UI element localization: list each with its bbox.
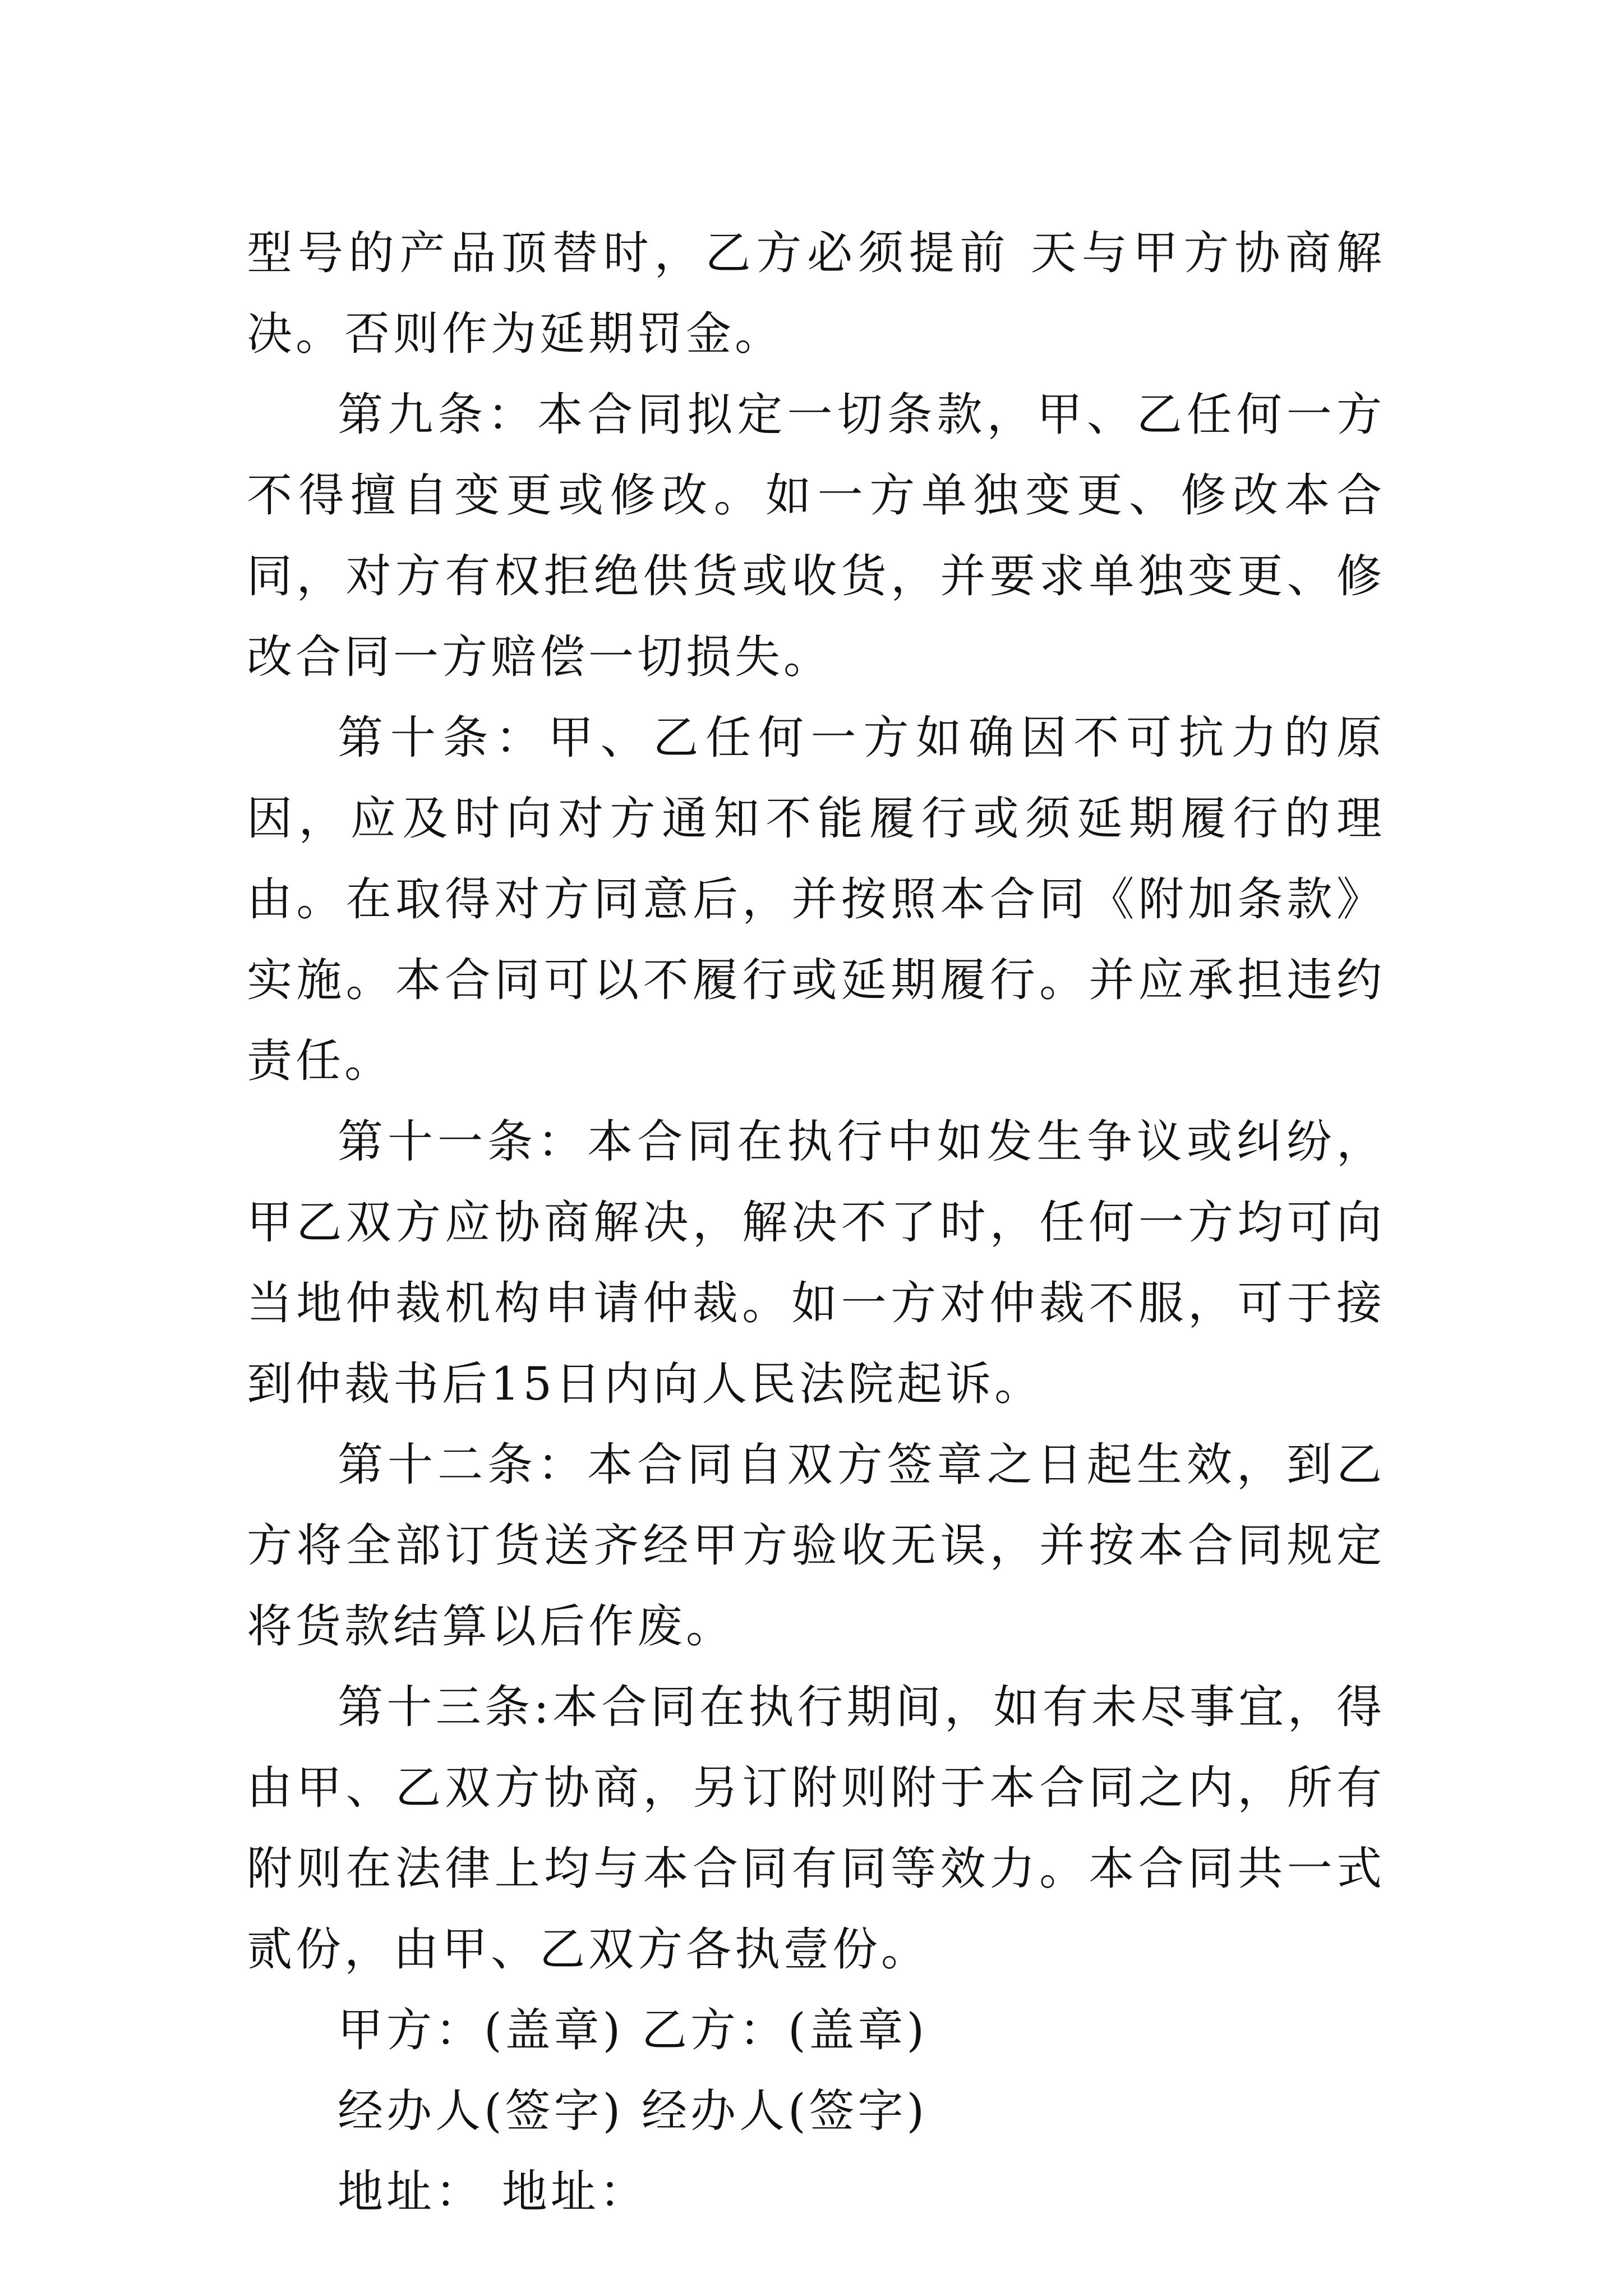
clause-11: 第十一条：本合同在执行中如发生争议或纠纷，甲乙双方应协商解决，解决不了时，任何一方均可向当地仲裁机构申请仲裁。如一方对仲裁不服，可于接到仲裁书后15日内向人民法院起诉。	[247, 1116, 1385, 1411]
clause-13: 第十三条:本合同在执行期间，如有未尽事宜，得由甲、乙双方协商，另订附则附于本合同之内，所有附则在法律上均与本合同有同等效力。本合同共一式贰份，由甲、乙双方各执壹份。	[247, 1681, 1385, 1976]
clause-9: 第九条：本合同拟定一切条款，甲、乙任何一方不得擅自变更或修改。如一方单独变更、修改本合同，对方有权拒绝供货或收货，并要求单独变更、修改合同一方赔偿一切损失。	[247, 389, 1385, 684]
clause-12: 第十二条：本合同自双方签章之日起生效，到乙方将全部订货送齐经甲方验收无误，并按本合同规定将货款结算以后作废。	[247, 1439, 1385, 1653]
agent-signature-line: 经办人(签字) 经办人(签字)	[338, 2085, 928, 2138]
clause-10: 第十条：甲、乙任何一方如确因不可抗力的原因，应及时向对方通知不能履行或须延期履行的理由。在取得对方同意后，并按照本合同《附加条款》实施。本合同可以不履行或延期履行。并应承担违约责任。	[247, 712, 1385, 1088]
paragraph-continuation: 型号的产品顶替时，乙方必须提前 天与甲方协商解决。否则作为延期罚金。	[247, 227, 1385, 361]
document-body	[247, 213, 1385, 2233]
address-line: 地址： 地址：	[338, 2166, 648, 2219]
seal-line: 甲方：(盖章) 乙方：(盖章)	[338, 2004, 928, 2057]
